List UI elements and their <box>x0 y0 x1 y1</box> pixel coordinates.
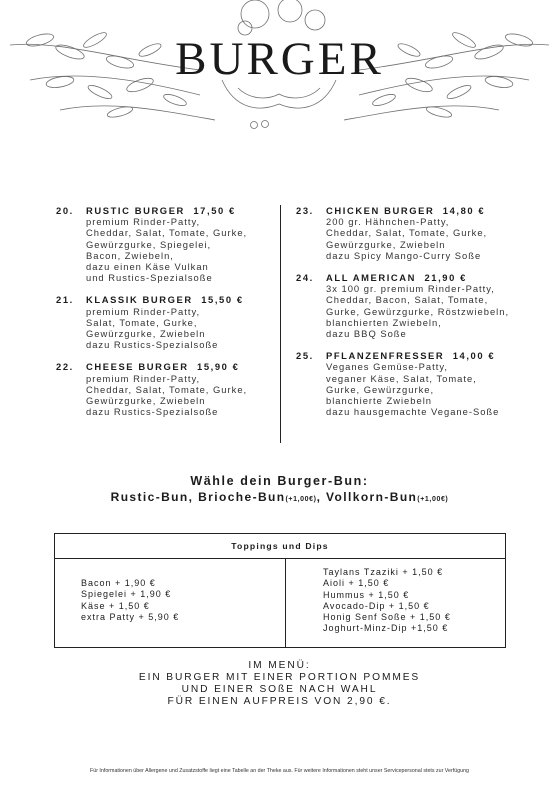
bun-option-text: Rustic-Bun, Brioche-Bun <box>110 490 286 504</box>
item-number: 23. <box>296 205 314 216</box>
item-name: ALL AMERICAN <box>326 272 417 284</box>
bun-option-text: , Vollkorn-Bun <box>316 490 418 504</box>
toppings-list <box>81 578 179 623</box>
item-price: 17,50 € <box>193 205 236 216</box>
item-number: 25. <box>296 350 314 362</box>
item-name: PFLANZENFRESSER <box>326 350 445 362</box>
item-number: 20. <box>56 205 74 216</box>
item-price: 14,00 € <box>452 350 496 362</box>
item-description-line: Gurke, Gewürzgurke, <box>326 383 435 395</box>
item-name: CHICKEN BURGER <box>326 205 435 216</box>
item-description-line: blanchierten Zwiebeln, <box>326 316 442 328</box>
item-price: 14,80 € <box>442 205 486 216</box>
item-description-line: Salat, Tomate, Gurke, <box>86 316 198 328</box>
menu-item <box>56 294 278 350</box>
item-price: 21,90 € <box>424 272 467 284</box>
dips-list <box>323 567 451 635</box>
item-price: 15,50 € <box>201 294 244 306</box>
item-description-line: dazu hausgemachte Vegane-Soße <box>326 406 500 418</box>
menu-offer-line: EIN BURGER MIT EINER PORTION POMMES <box>138 672 421 683</box>
item-number: 24. <box>296 272 314 284</box>
dip-item: Honig Senf Soße + 1,50 € <box>323 612 451 623</box>
menu-column-right <box>296 205 536 428</box>
item-description-line: dazu BBQ Soße <box>326 328 407 340</box>
menu-offer-line: IM MENÜ: <box>248 660 311 671</box>
menu-item <box>296 272 536 339</box>
column-divider <box>280 205 281 443</box>
item-description-line: Gewürzgurke, Zwiebeln <box>86 395 206 407</box>
item-description-line: dazu Rustics-Spezialsoße <box>86 339 219 351</box>
menu-column-left <box>56 205 278 428</box>
item-description-line: Gurke, Gewürzgurke, Röstzwiebeln, <box>326 305 510 317</box>
bun-option-price: (+1,00€) <box>417 496 449 503</box>
menu-offer-line: FÜR EINEN AUFPREIS VON 2,90 €. <box>167 696 392 707</box>
page-title: BURGER <box>175 33 384 85</box>
item-price: 15,90 € <box>197 361 240 373</box>
item-description-line: Cheddar, Salat, Tomate, Gurke, <box>86 383 248 395</box>
menu-item <box>296 350 536 417</box>
item-description-line: 3x 100 gr. premium Rinder-Patty, <box>326 283 495 295</box>
topping-item: extra Patty + 5,90 € <box>81 611 180 622</box>
menu-item <box>296 205 536 261</box>
menu-item <box>56 361 278 417</box>
item-name: CHEESE BURGER <box>86 361 189 373</box>
item-description-line: und Rustics-Spezialsoße <box>86 272 213 284</box>
item-name: KLASSIK BURGER <box>86 294 193 306</box>
dip-item: Hummus + 1,50 € <box>323 589 410 600</box>
topping-item: Spiegelei + 1,90 € <box>81 589 172 600</box>
toppings-table <box>54 533 506 648</box>
item-description-line: Gewürzgurke, Zwiebeln <box>86 328 206 340</box>
item-name: RUSTIC BURGER <box>86 205 185 216</box>
item-number: 21. <box>56 294 74 306</box>
item-description-line: 200 gr. Hähnchen-Patty, <box>326 216 450 228</box>
bun-options <box>0 490 559 504</box>
menu-offer-line: UND EINER SOßE NACH WAHL <box>181 684 378 695</box>
item-description-line: premium Rinder-Patty, <box>86 372 201 384</box>
item-description-line: dazu Rustics-Spezialsoße <box>86 406 219 418</box>
item-description-line: Gewürzgurke, Spiegelei, <box>86 238 212 250</box>
menu-offer <box>0 660 559 708</box>
bun-option-price: (+1,00€) <box>285 496 317 503</box>
toppings-title: Toppings und Dips <box>55 534 505 559</box>
topping-item: Bacon + 1,90 € <box>81 578 156 588</box>
item-description-line: premium Rinder-Patty, <box>86 305 201 317</box>
menu-item <box>56 205 278 283</box>
dip-item: Joghurt-Minz-Dip +1,50 € <box>323 623 449 634</box>
topping-item: Käse + 1,50 € <box>81 600 150 611</box>
toppings-divider <box>285 559 286 647</box>
bun-question: Wähle dein Burger-Bun: <box>190 474 369 488</box>
item-description-line: blanchierte Zwiebeln <box>326 395 432 407</box>
item-description-line: Veganes Gemüse-Patty, <box>326 361 448 373</box>
dip-item: Avocado-Dip + 1,50 € <box>323 600 430 611</box>
item-description-line: Bacon, Zwiebeln, <box>86 249 174 261</box>
item-description-line: Cheddar, Bacon, Salat, Tomate, <box>326 294 489 306</box>
item-description-line: veganer Käse, Salat, Tomate, <box>326 372 477 384</box>
item-description-line: dazu Spicy Mango-Curry Soße <box>326 249 482 261</box>
allergen-footer: Für Informationen über Allergene und Zusatzstoffe liegt eine Tabelle an der Theke aus. Für weitere Informationen steht unser Servicepersonal stets zur Verfügung <box>90 768 469 774</box>
item-description-line: Cheddar, Salat, Tomate, Gurke, <box>326 227 488 239</box>
item-number: 22. <box>56 361 74 373</box>
item-description-line: Cheddar, Salat, Tomate, Gurke, <box>86 227 248 239</box>
dip-item: Aioli + 1,50 € <box>323 578 390 589</box>
item-description-line: Gewürzgurke, Zwiebeln <box>326 238 446 250</box>
dip-item: Taylans Tzaziki + 1,50 € <box>323 567 444 577</box>
item-description-line: premium Rinder-Patty, <box>86 216 201 228</box>
item-description-line: dazu einen Käse Vulkan <box>86 261 209 273</box>
